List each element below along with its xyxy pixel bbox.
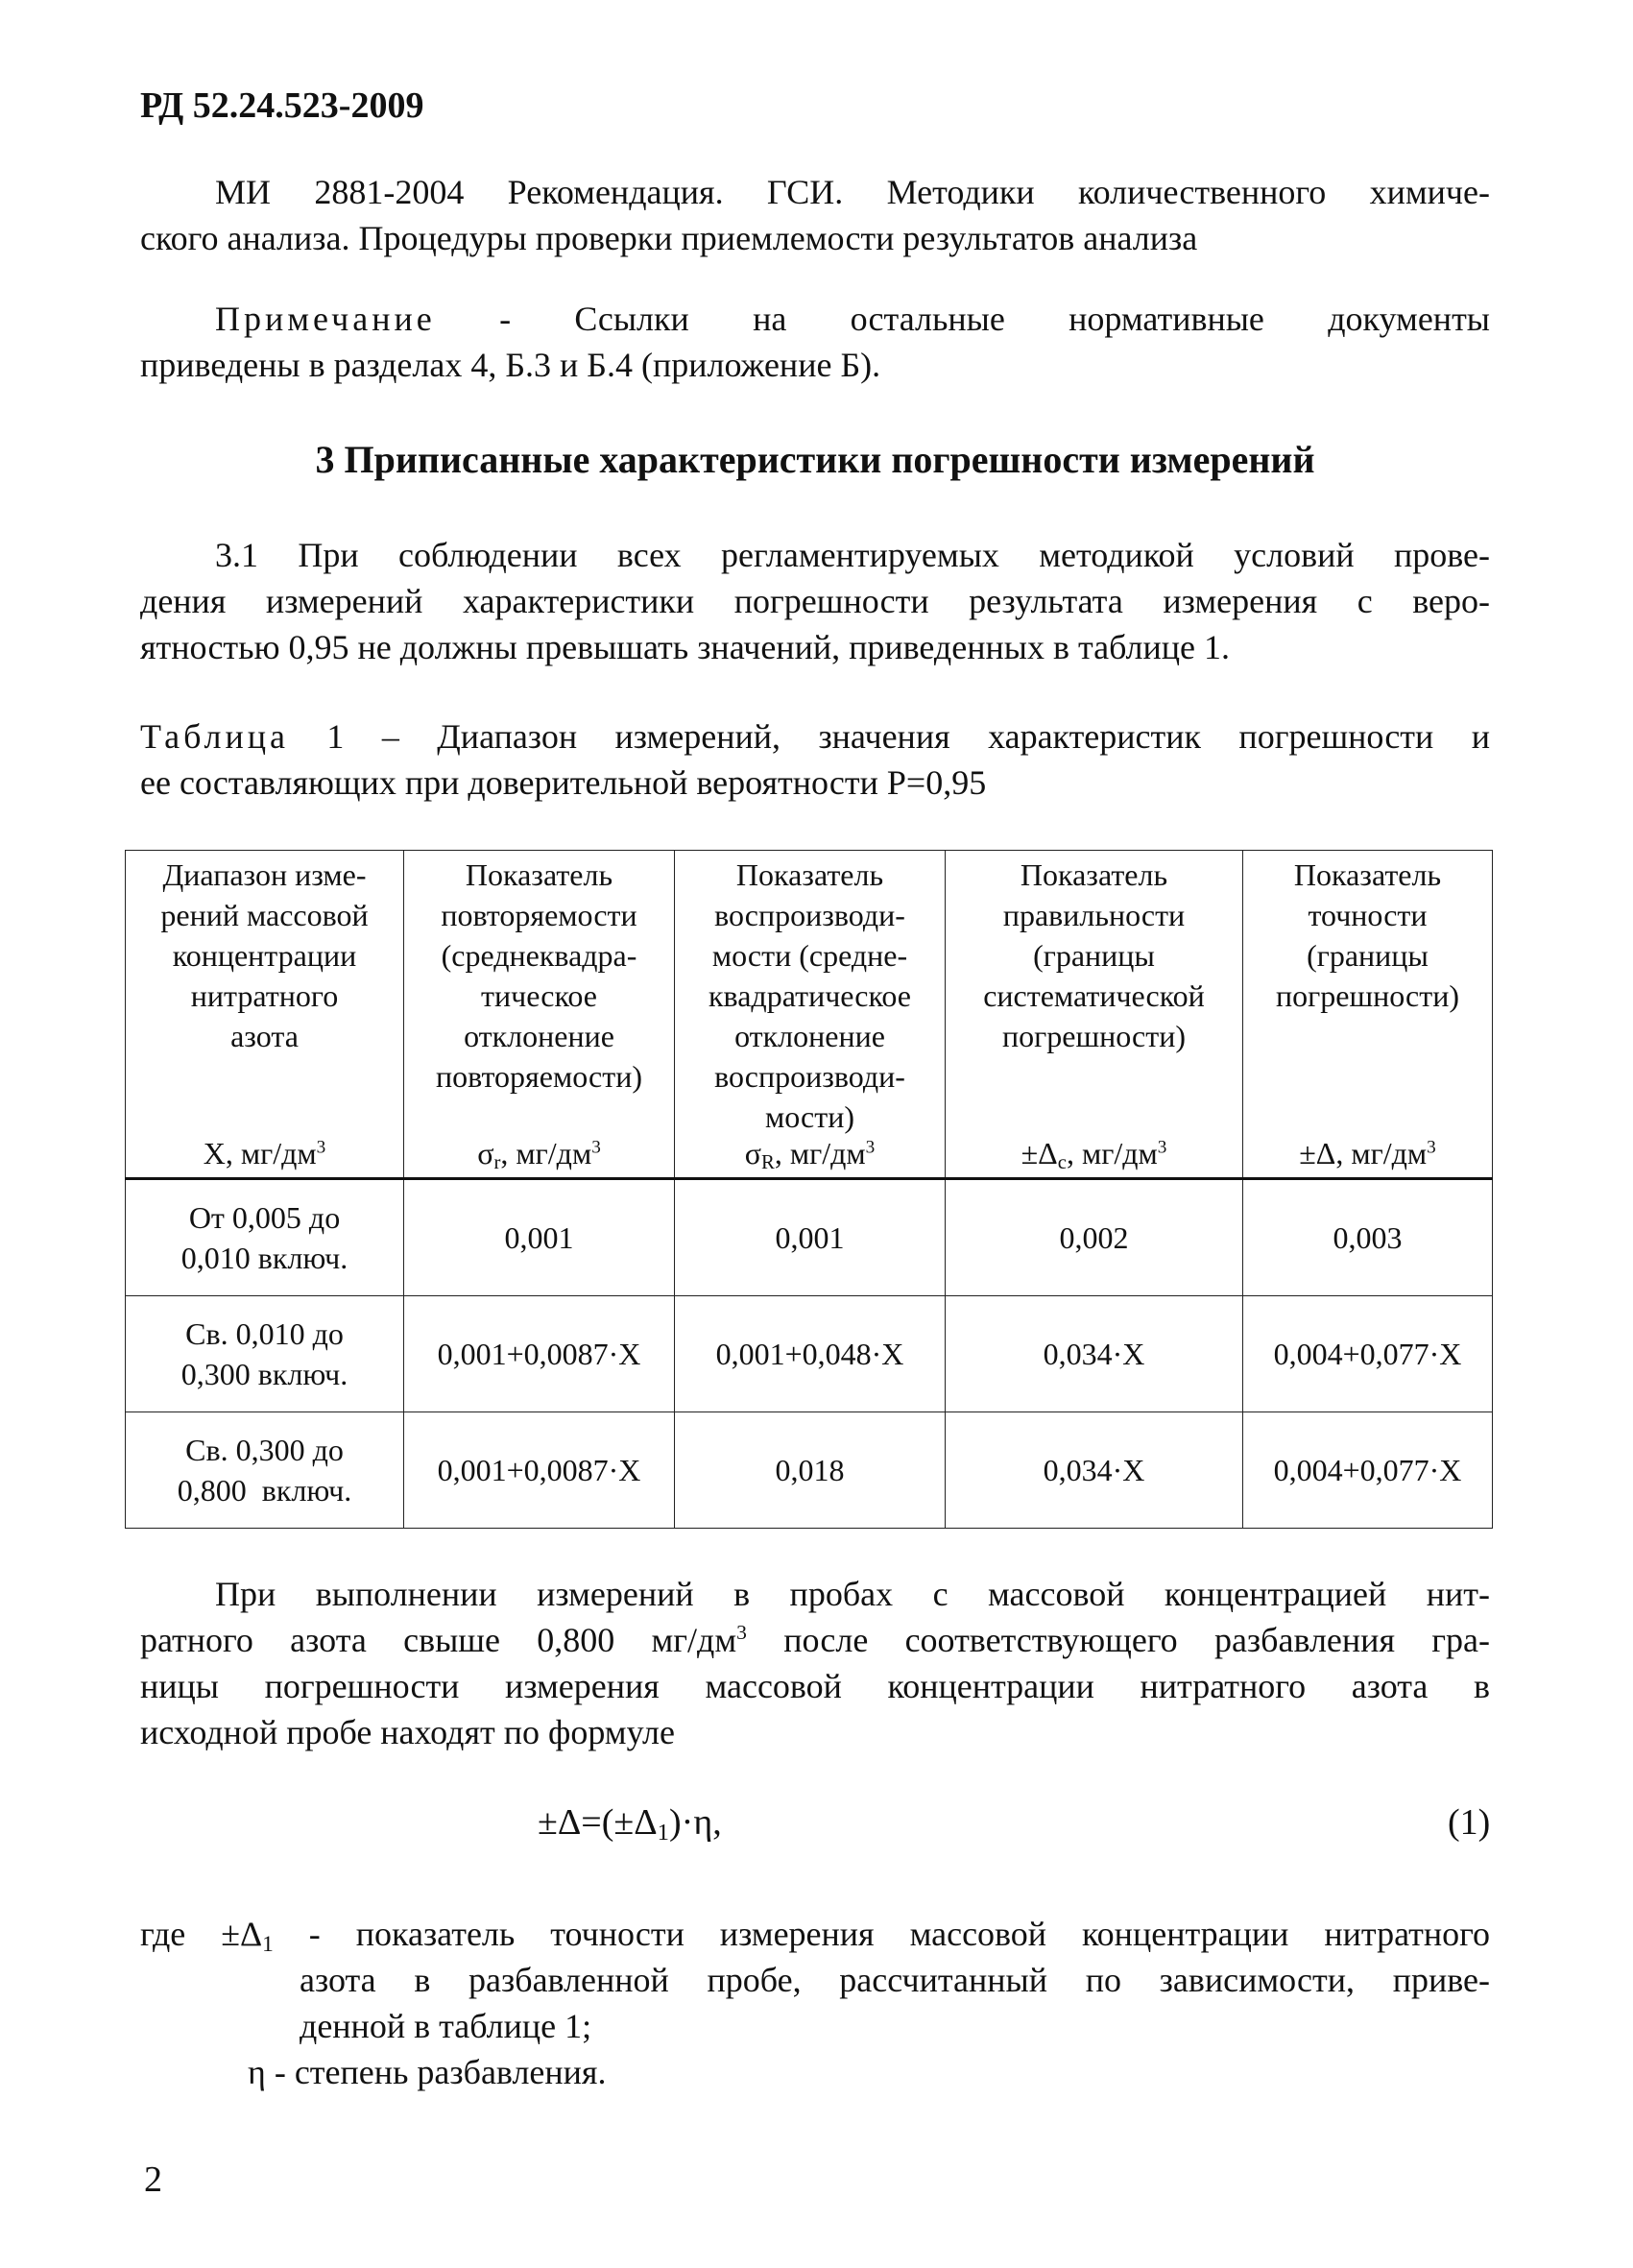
reference-line: МИ 2881-2004 Рекомендация. ГСИ. Методики количественного химиче- (215, 173, 1490, 211)
caption-label: Таблица (140, 717, 289, 756)
range-line: 0,800 включ. (177, 1473, 352, 1508)
page-number: 2 (144, 2159, 162, 2200)
range-line: Св. 0,300 до (185, 1433, 344, 1467)
caption-text: 1 – Диапазон измерений, значения характеристик погрешности и (288, 717, 1490, 756)
value-cell: 0,004+0,077·X (1243, 1296, 1493, 1412)
column-unit: $\sigma_R$, $мг/дм^3$ (744, 1136, 876, 1174)
header-text-line: (среднеквадра- (441, 938, 637, 973)
header-text-line: погрешности) (1276, 978, 1459, 1013)
column-header (404, 851, 675, 1179)
header-text-line: правильности (1002, 898, 1186, 932)
value-cell: 0,001+0,0087·X (404, 1296, 675, 1412)
header-text-line: Диапазон изме- (162, 857, 367, 892)
header-text-line: отклонение (734, 1019, 885, 1053)
column-unit: ±Δ, $мг/дм^3$ (1299, 1136, 1436, 1170)
document-code: РД 52.24.523-2009 (140, 85, 424, 126)
header-text-line: повторяемости) (436, 1059, 642, 1094)
header-text-line: Показатель (465, 857, 613, 892)
paragraph-line: ницы погрешности измерения массовой концентрации нитратного азота в (140, 1667, 1490, 1705)
header-text-line: тическое (481, 978, 597, 1013)
range-cell (126, 1296, 404, 1412)
value-cell: 0,004+0,077·X (1243, 1412, 1493, 1529)
header-text-line: (границы (1033, 938, 1155, 973)
paragraph-3-1 (140, 532, 1490, 670)
column-header (675, 851, 946, 1179)
value-cell: 0,001+0,048·X (675, 1296, 946, 1412)
paragraph-dilution (140, 1571, 1490, 1755)
value-cell: 0,018 (675, 1412, 946, 1529)
header-text-line: систематической (983, 978, 1205, 1013)
value-cell: 0,002 (946, 1179, 1243, 1296)
reference-item (140, 169, 1490, 261)
formula: $\pm\Delta=(\pm\Delta_1)\cdot\eta$, (538, 1802, 722, 1846)
header-text-line: воспроизводи- (714, 1059, 905, 1094)
paragraph-line: исходной пробе находят по формуле (140, 1713, 675, 1751)
paragraph-line: ятностью 0,95 не должны превышать значений, приведенных в таблице 1. (140, 628, 1230, 666)
where-clause (140, 1911, 1490, 2049)
caption-line: ее составляющих при доверительной вероятности Р=0,95 (140, 763, 987, 802)
note-line: приведены в разделах 4, Б.3 и Б.4 (приложение Б). (140, 346, 881, 384)
header-text-line: Показатель (735, 857, 884, 892)
value-cell: 0,034·X (946, 1296, 1243, 1412)
range-line: 0,010 включ. (180, 1241, 348, 1275)
range-line: Св. 0,010 до (185, 1316, 344, 1351)
value-cell: 0,001 (404, 1179, 675, 1296)
header-text-line: (границы (1307, 938, 1429, 973)
header-text-line: точности (1308, 898, 1428, 932)
note-label: Примечание (215, 300, 436, 338)
header-text-line: мости) (764, 1099, 854, 1134)
range-cell (126, 1179, 404, 1296)
value-cell: 0,001 (675, 1179, 946, 1296)
column-header (946, 851, 1243, 1179)
column-unit: $\sigma_r$, $мг/дм^3$ (477, 1136, 601, 1174)
header-text-line: концентрации (172, 938, 357, 973)
table-row (126, 1296, 1493, 1412)
header-text-line: Показатель (1020, 857, 1168, 892)
header-text-line: квадратическое (708, 978, 911, 1013)
paragraph-line: дения измерений характеристики погрешности результата измерения с веро- (140, 582, 1490, 620)
range-line: 0,300 включ. (180, 1357, 348, 1391)
formula-number: (1) (1448, 1802, 1491, 1843)
range-line: От 0,005 до (188, 1200, 341, 1235)
caption-line (140, 713, 1490, 760)
table-row (126, 1412, 1493, 1529)
where-line: где $\pm\Delta_1$ - показатель точности измерения массовой концентрации нитратного (140, 1915, 1490, 1957)
table-row (126, 1179, 1493, 1296)
where-eta: η - степень разбавления. (248, 2053, 607, 2091)
error-characteristics-table (125, 850, 1492, 1529)
range-cell (126, 1412, 404, 1529)
header-text-line: повторяемости (441, 898, 637, 932)
section-title: 3 Приписанные характеристики погрешности измерений (315, 438, 1315, 481)
table-caption (140, 713, 1490, 806)
header-text-line: отклонение (464, 1019, 614, 1053)
note (140, 296, 1490, 388)
header-text-line: погрешности) (1002, 1019, 1186, 1053)
column-unit: $\pm\Delta_c$, $мг/дм^3$ (1021, 1136, 1167, 1174)
where-line: денной в таблице 1; (300, 2007, 592, 2045)
paragraph-line: При выполнении измерений в пробах с массовой концентрацией нит- (215, 1575, 1490, 1613)
header-text-line: воспроизводи- (714, 898, 905, 932)
column-header (126, 851, 404, 1179)
header-text-line: азота (230, 1019, 299, 1053)
header-text-line: мости (средне- (711, 938, 908, 973)
table-header-row (126, 851, 1493, 1179)
where-line: азота в разбавленной пробе, рассчитанный по зависимости, приве- (300, 1961, 1490, 1999)
value-cell: 0,034·X (946, 1412, 1243, 1529)
column-header (1243, 851, 1493, 1179)
table-body (126, 1179, 1493, 1529)
header-text-line: Показатель (1293, 857, 1442, 892)
note-line (140, 296, 1490, 342)
header-text-line: нитратного (190, 978, 339, 1013)
paragraph-line: ратного азота свыше 0,800 $мг/дм^3$ после соответствующего разбавления гра- (140, 1621, 1490, 1659)
value-cell: 0,003 (1243, 1179, 1493, 1296)
reference-line: ского анализа. Процедуры проверки приемлемости результатов анализа (140, 219, 1198, 257)
paragraph-line: 3.1 При соблюдении всех регламентируемых методикой условий прове- (215, 536, 1490, 574)
value-cell: 0,001+0,0087·X (404, 1412, 675, 1529)
header-text-line: рений массовой (160, 898, 369, 932)
note-text: - Ссылки на остальные нормативные документы (435, 300, 1490, 338)
column-unit: X, $мг/дм^3$ (203, 1136, 326, 1170)
